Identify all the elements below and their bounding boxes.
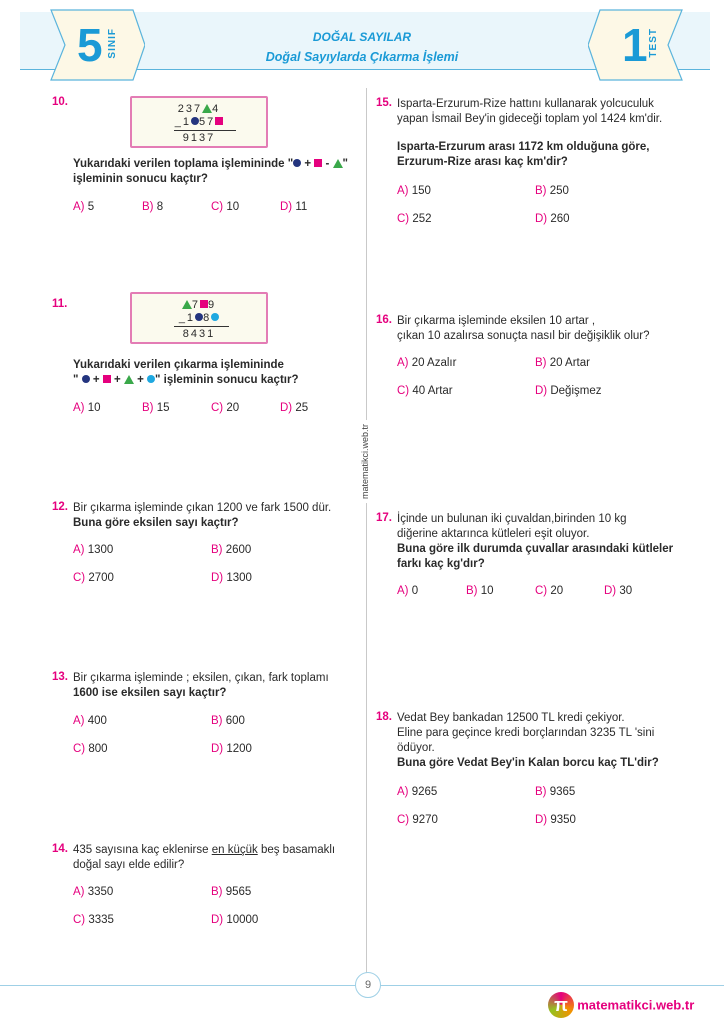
option-c[interactable] bbox=[73, 743, 108, 755]
option-letter: A) bbox=[73, 886, 85, 898]
triangle-icon bbox=[202, 104, 212, 113]
option-letter: C) bbox=[397, 814, 410, 826]
option-letter: B) bbox=[142, 402, 154, 414]
option-c[interactable] bbox=[73, 572, 114, 584]
option-value: 11 bbox=[295, 201, 308, 213]
question-text: Eline para geçince kredi borçlarından 3235 TL 'sini bbox=[397, 727, 655, 739]
question-number: 13. bbox=[52, 671, 68, 683]
option-value: 20 bbox=[550, 585, 564, 597]
option-c[interactable] bbox=[397, 814, 438, 826]
option-letter: C) bbox=[211, 201, 224, 213]
option-b[interactable] bbox=[142, 201, 163, 213]
question-number: 15. bbox=[376, 97, 392, 109]
column-divider bbox=[366, 88, 367, 983]
option-d[interactable] bbox=[535, 814, 576, 826]
option-letter: B) bbox=[535, 786, 547, 798]
option-value: 1300 bbox=[226, 572, 252, 584]
option-letter: D) bbox=[280, 402, 293, 414]
option-letter: A) bbox=[73, 201, 85, 213]
square-icon bbox=[314, 159, 322, 167]
question-number: 18. bbox=[376, 711, 392, 723]
question-text: İçinde un bulunan iki çuvaldan,birinden 10 kg bbox=[397, 513, 627, 525]
question-text: 1600 ise eksilen sayı kaçtır? bbox=[73, 687, 227, 699]
circle-icon bbox=[82, 375, 90, 383]
page-subtitle: Doğal Sayıylarda Çıkarma İşlemi bbox=[265, 50, 459, 64]
grade-label: SINIF bbox=[107, 28, 118, 59]
option-letter: C) bbox=[73, 914, 86, 926]
question-text-bold: farkı kaç kg'dır? bbox=[397, 558, 485, 570]
result: 8431 bbox=[182, 328, 216, 340]
option-letter: B) bbox=[466, 585, 478, 597]
option-value: 9365 bbox=[549, 786, 576, 798]
page-title: DOĞAL SAYILAR bbox=[312, 30, 412, 44]
option-value: 3335 bbox=[88, 914, 114, 926]
option-value: 20 Azalır bbox=[411, 357, 457, 369]
option-c[interactable] bbox=[73, 914, 114, 926]
question-text-bold: Buna göre Vedat Bey'in Kalan borcu kaç TL'dir? bbox=[397, 757, 659, 769]
cyan-circle-icon bbox=[147, 375, 155, 383]
option-value: 800 bbox=[88, 743, 108, 755]
circle-icon bbox=[293, 159, 301, 167]
digits: 4 bbox=[212, 103, 221, 115]
option-a[interactable] bbox=[397, 185, 431, 197]
digits: 237 bbox=[177, 103, 203, 115]
question-text: işleminin sonucu kaçtır? bbox=[73, 173, 208, 185]
test-label: TEST bbox=[648, 28, 659, 58]
text: " bbox=[342, 158, 348, 170]
option-letter: D) bbox=[604, 585, 617, 597]
watermark: matematikci.web.tr bbox=[360, 420, 370, 503]
option-value: 250 bbox=[549, 185, 569, 197]
option-letter: C) bbox=[397, 213, 410, 225]
square-icon bbox=[215, 117, 223, 125]
option-letter: A) bbox=[397, 357, 409, 369]
question-text: " + + + " işleminin sonucu kaçtır? bbox=[73, 374, 299, 386]
square-icon bbox=[200, 300, 208, 308]
option-value: Değişmez bbox=[550, 385, 602, 397]
logo-text: matematikci.web.tr bbox=[577, 997, 695, 1013]
option-letter: A) bbox=[73, 544, 85, 556]
option-value: 10 bbox=[87, 402, 101, 414]
option-d[interactable] bbox=[280, 402, 308, 414]
option-c[interactable] bbox=[211, 402, 239, 414]
option-a[interactable] bbox=[73, 886, 113, 898]
option-letter: D) bbox=[535, 385, 548, 397]
option-value: 1300 bbox=[87, 544, 114, 556]
result: 9137 bbox=[182, 132, 216, 144]
option-value: 40 Artar bbox=[412, 385, 453, 397]
text: 435 sayısına kaç eklenirse bbox=[73, 844, 212, 856]
option-b[interactable] bbox=[466, 585, 494, 597]
option-a[interactable] bbox=[397, 786, 437, 798]
test-badge bbox=[588, 8, 688, 82]
page-number: 9 bbox=[355, 972, 381, 998]
option-value: 9350 bbox=[550, 814, 576, 826]
option-letter: D) bbox=[280, 201, 293, 213]
option-a[interactable] bbox=[397, 357, 456, 369]
text: beş basamaklı bbox=[257, 844, 336, 856]
option-value: 10000 bbox=[226, 914, 259, 926]
option-letter: A) bbox=[397, 786, 409, 798]
option-value: 20 Artar bbox=[549, 357, 590, 369]
option-b[interactable] bbox=[142, 402, 170, 414]
option-a[interactable] bbox=[397, 585, 418, 597]
digits: _1 bbox=[178, 312, 196, 324]
triangle-icon bbox=[124, 375, 134, 384]
option-value: 15 bbox=[156, 402, 170, 414]
text: Yukarıdaki verilen toplama işlemininde " bbox=[73, 158, 294, 170]
question-text-bold: Erzurum-Rize arası kaç km'dir? bbox=[397, 156, 568, 168]
option-d[interactable] bbox=[211, 572, 252, 584]
option-a[interactable] bbox=[73, 715, 107, 727]
option-d[interactable] bbox=[211, 743, 252, 755]
option-value: 5 bbox=[87, 201, 95, 213]
option-d[interactable] bbox=[211, 914, 258, 926]
question-text: çıkan 10 azalırsa sonuçta nasıl bir değişiklik olur? bbox=[397, 330, 650, 342]
site-logo bbox=[548, 992, 694, 1018]
option-b[interactable] bbox=[211, 886, 251, 898]
square-icon bbox=[103, 375, 111, 383]
option-value: 252 bbox=[412, 213, 432, 225]
option-letter: A) bbox=[73, 402, 85, 414]
option-letter: C) bbox=[73, 572, 86, 584]
circle-icon bbox=[195, 313, 203, 321]
triangle-icon bbox=[333, 159, 343, 168]
text: " işleminin sonucu kaçtır? bbox=[154, 374, 299, 386]
sum-line bbox=[174, 130, 236, 131]
option-letter: A) bbox=[73, 715, 85, 727]
question-text: Yukarıdaki verilen toplama işlemininde " + - " bbox=[73, 158, 348, 170]
option-b[interactable] bbox=[211, 544, 251, 556]
question-text: Isparta-Erzurum-Rize hattını kullanarak yolcuculuk bbox=[397, 98, 654, 110]
question-text-bold: Buna göre ilk durumda çuvallar arasındaki kütleler bbox=[397, 543, 674, 555]
option-a[interactable] bbox=[73, 402, 101, 414]
question-text: Bir çıkarma işleminde eksilen 10 artar , bbox=[397, 315, 596, 327]
operand-1 bbox=[132, 103, 266, 116]
question-text: doğal sayı elde edilir? bbox=[73, 859, 185, 871]
option-value: 1200 bbox=[226, 743, 252, 755]
option-c[interactable] bbox=[397, 385, 453, 397]
option-value: 25 bbox=[295, 402, 309, 414]
option-value: 9270 bbox=[412, 814, 438, 826]
question-text: yapan İsmail Bey'in gideceği toplam yol 1424 km'dir. bbox=[397, 113, 663, 125]
option-letter: A) bbox=[397, 185, 409, 197]
triangle-icon bbox=[182, 300, 192, 309]
option-letter: D) bbox=[211, 572, 224, 584]
test-number: 1 bbox=[622, 19, 648, 71]
option-c[interactable] bbox=[397, 213, 432, 225]
option-c[interactable] bbox=[211, 201, 239, 213]
option-value: 150 bbox=[411, 185, 431, 197]
question-text: diğerine aktarınca kütleleri eşit oluyor. bbox=[397, 528, 590, 540]
option-value: 8 bbox=[156, 201, 164, 213]
question-number: 11. bbox=[52, 298, 68, 310]
option-letter: A) bbox=[397, 585, 409, 597]
option-letter: D) bbox=[211, 743, 224, 755]
option-letter: D) bbox=[211, 914, 224, 926]
option-d[interactable] bbox=[535, 385, 601, 397]
option-letter: B) bbox=[142, 201, 154, 213]
operand-2 bbox=[132, 312, 266, 325]
option-letter: C) bbox=[397, 385, 410, 397]
option-value: 600 bbox=[225, 715, 245, 727]
option-letter: B) bbox=[211, 544, 223, 556]
operation-box bbox=[130, 96, 268, 148]
digits: 7 bbox=[191, 299, 200, 311]
option-value: 400 bbox=[87, 715, 107, 727]
option-value: 9565 bbox=[225, 886, 252, 898]
option-value: 30 bbox=[619, 585, 633, 597]
digits: 57 bbox=[199, 116, 216, 128]
sum-line bbox=[174, 326, 229, 327]
grade-number: 5 bbox=[77, 19, 103, 71]
option-d[interactable] bbox=[280, 201, 307, 213]
option-b[interactable] bbox=[535, 185, 569, 197]
option-c[interactable] bbox=[535, 585, 563, 597]
option-d[interactable] bbox=[535, 213, 570, 225]
question-text: Buna göre eksilen sayı kaçtır? bbox=[73, 517, 239, 529]
pi-logo-icon: π bbox=[548, 992, 574, 1018]
option-letter: B) bbox=[535, 185, 547, 197]
option-letter: C) bbox=[211, 402, 224, 414]
option-value: 3350 bbox=[87, 886, 114, 898]
grade-badge bbox=[45, 8, 145, 82]
option-b[interactable] bbox=[535, 357, 590, 369]
option-letter: B) bbox=[211, 886, 223, 898]
option-b[interactable] bbox=[535, 786, 575, 798]
option-letter: D) bbox=[535, 814, 548, 826]
question-text: Vedat Bey bankadan 12500 TL kredi çekiyor. bbox=[397, 712, 625, 724]
option-letter: D) bbox=[535, 213, 548, 225]
question-number: 14. bbox=[52, 843, 68, 855]
operand-2 bbox=[132, 116, 266, 129]
option-a[interactable] bbox=[73, 544, 113, 556]
digits: 8 bbox=[203, 312, 212, 324]
question-number: 10. bbox=[52, 96, 68, 108]
option-b[interactable] bbox=[211, 715, 245, 727]
option-letter: C) bbox=[535, 585, 548, 597]
option-value: 9265 bbox=[411, 786, 438, 798]
option-letter: B) bbox=[535, 357, 547, 369]
question-number: 17. bbox=[376, 512, 392, 524]
digits: 9 bbox=[208, 299, 217, 311]
question-text: Yukarıdaki verilen çıkarma işlemininde bbox=[73, 359, 284, 371]
option-value: 2700 bbox=[88, 572, 114, 584]
circle-icon bbox=[191, 117, 199, 125]
question-text-bold: Isparta-Erzurum arası 1172 km olduğuna göre, bbox=[397, 141, 650, 153]
digits: _1 bbox=[174, 116, 191, 128]
option-value: 10 bbox=[226, 201, 240, 213]
text: " bbox=[73, 374, 79, 386]
question-number: 16. bbox=[376, 314, 392, 326]
operation-box bbox=[130, 292, 268, 344]
question-text bbox=[73, 843, 335, 858]
question-text: Bir çıkarma işleminde ; eksilen, çıkan, fark toplamı bbox=[73, 672, 329, 684]
question-number: 12. bbox=[52, 501, 68, 513]
question-text: ödüyor. bbox=[397, 742, 435, 754]
option-d[interactable] bbox=[604, 585, 632, 597]
operand-1 bbox=[132, 299, 266, 312]
option-value: 2600 bbox=[225, 544, 252, 556]
option-value: 10 bbox=[480, 585, 494, 597]
option-value: 260 bbox=[550, 213, 570, 225]
option-value: 20 bbox=[226, 402, 240, 414]
option-value: 0 bbox=[411, 585, 419, 597]
option-letter: C) bbox=[73, 743, 86, 755]
cyan-circle-icon bbox=[211, 313, 219, 321]
option-letter: B) bbox=[211, 715, 223, 727]
underlined-text: en küçük bbox=[211, 844, 258, 856]
option-a[interactable] bbox=[73, 201, 94, 213]
question-text: Bir çıkarma işleminde çıkan 1200 ve fark 1500 dür. bbox=[73, 502, 332, 514]
